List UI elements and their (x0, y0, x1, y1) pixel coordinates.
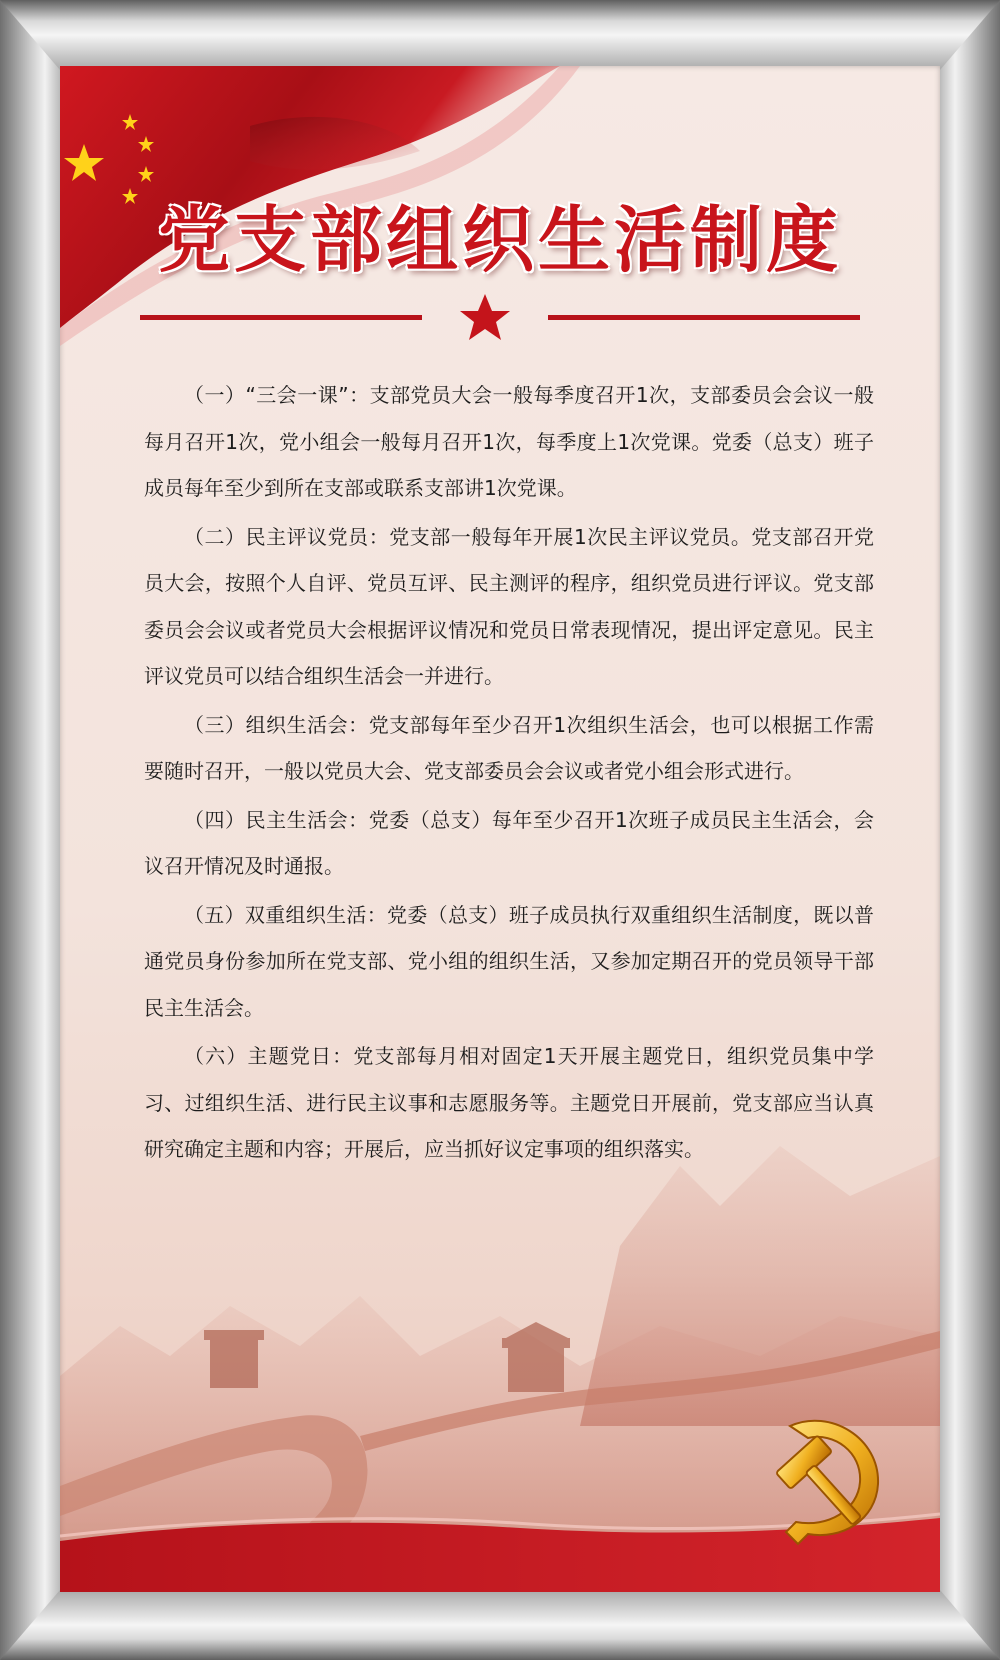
poster-title: 党支部组织生活制度 (157, 198, 842, 282)
frame-bottom-edge (0, 1590, 1000, 1660)
rules-content (144, 372, 874, 1175)
divider-star-icon (460, 294, 510, 340)
poster-board (60, 66, 940, 1592)
hammer-sickle-emblem-icon (750, 1398, 900, 1548)
rule-paragraph-6: （六）主题党日：党支部每月相对固定1天开展主题党日，组织党员集中学习、过组织生活、进行民主议事和志愿服务等。主题党日开展前，党支部应当认真研究确定主题和内容；开展后，应当抓好议定事项的组织落实。 (144, 1044, 874, 1161)
rule-paragraph-4: （四）民主生活会：党委（总支）每年至少召开1次班子成员民主生活会，会议召开情况及时通报。 (144, 807, 874, 878)
rule-paragraph-5: （五）双重组织生活：党委（总支）班子成员执行双重组织生活制度，既以普通党员身份参加所在党支部、党小组的组织生活，又参加定期召开的党员领导干部民主生活会。 (144, 902, 874, 1020)
rule-paragraph-3: （三）组织生活会：党支部每年至少召开1次组织生活会，也可以根据工作需要随时召开，一般以党员大会、党支部委员会会议或者党小组会形式进行。 (144, 712, 874, 783)
frame-top-edge (0, 0, 1000, 70)
title-divider (140, 292, 860, 342)
rule-paragraph-1: （一）“三会一课”：支部党员大会一般每季度召开1次，支部委员会会议一般每月召开1次，党小组会一般每月召开1次，每季度上1次党课。党委（总支）班子成员每年至少到所在支部或联系支部讲1次党课。 (144, 383, 874, 500)
rule-paragraph-2: （二）民主评议党员：党支部一般每年开展1次民主评议党员。党支部召开党员大会，按照个人自评、党员互评、民主测评的程序，组织党员进行评议。党支部委员会会议或者党员大会根据评议情况和党员日常表现情况，提出评定意见。民主评议党员可以结合组织生活会一并进行。 (144, 524, 874, 688)
